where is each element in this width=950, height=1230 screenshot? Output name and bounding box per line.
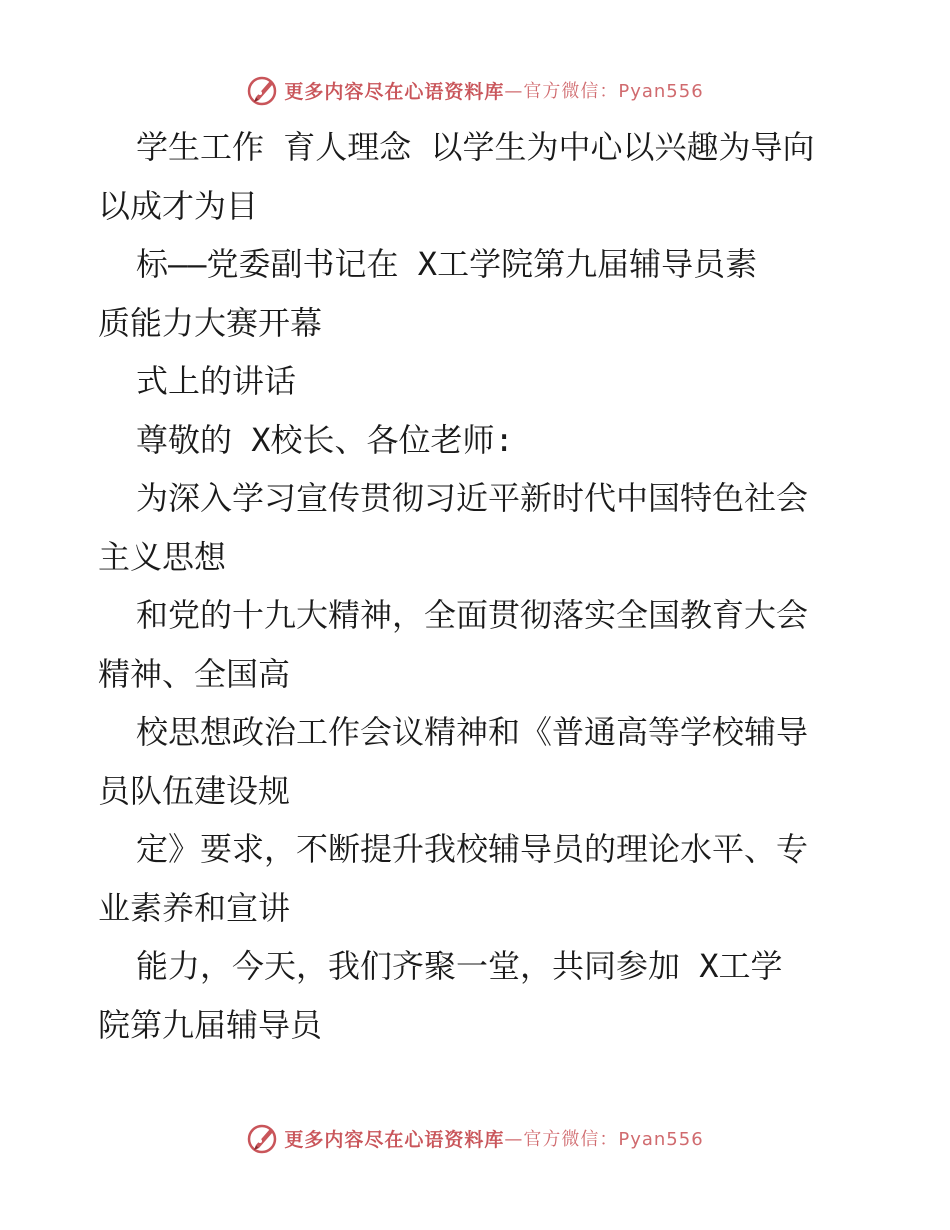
text-line: 尊敬的 X校长、各位老师: [136,420,514,459]
text-line: 院第九届辅导员 [98,1005,323,1044]
quill-pen-logo-icon [246,73,280,107]
text-line: 能力，今天，我们齐聚一堂，共同参加 X工学 [136,947,783,985]
watermark-main-text: 更多内容尽在心语资料库 [284,80,505,103]
text-line: 校思想政治工作会议精神和《普通高等学校辅导 [136,713,809,751]
text-line: 学生工作 育人理念 以学生为中心以兴趣为导向 [136,128,815,166]
text-line: 业素养和宣讲 [98,888,291,927]
quill-pen-logo-icon [246,1121,280,1155]
text-line: 主义思想 [98,537,227,576]
text-line: 标——党委副书记在 X工学院第九届辅导员素 [136,245,758,283]
watermark-sub-text: —官方微信：Pyan556 [504,81,704,102]
watermark-banner-top [0,70,950,110]
watermark-banner-bottom [0,1118,950,1158]
text-line: 式上的讲话 [136,362,297,400]
text-line: 质能力大赛开幕 [98,303,323,342]
text-line: 员队伍建设规 [98,771,291,810]
document-body [98,118,858,1054]
text-line: 定》要求，不断提升我校辅导员的理论水平、专 [136,830,809,868]
text-line: 和党的十九大精神，全面贯彻落实全国教育大会 [136,596,809,634]
text-line: 以成才为目 [98,186,259,225]
text-line: 精神、全国高 [98,654,291,693]
watermark-sub-text: —官方微信：Pyan556 [504,1129,704,1150]
watermark-main-text: 更多内容尽在心语资料库 [284,1128,505,1151]
text-line: 为深入学习宣传贯彻习近平新时代中国特色社会 [136,479,809,517]
